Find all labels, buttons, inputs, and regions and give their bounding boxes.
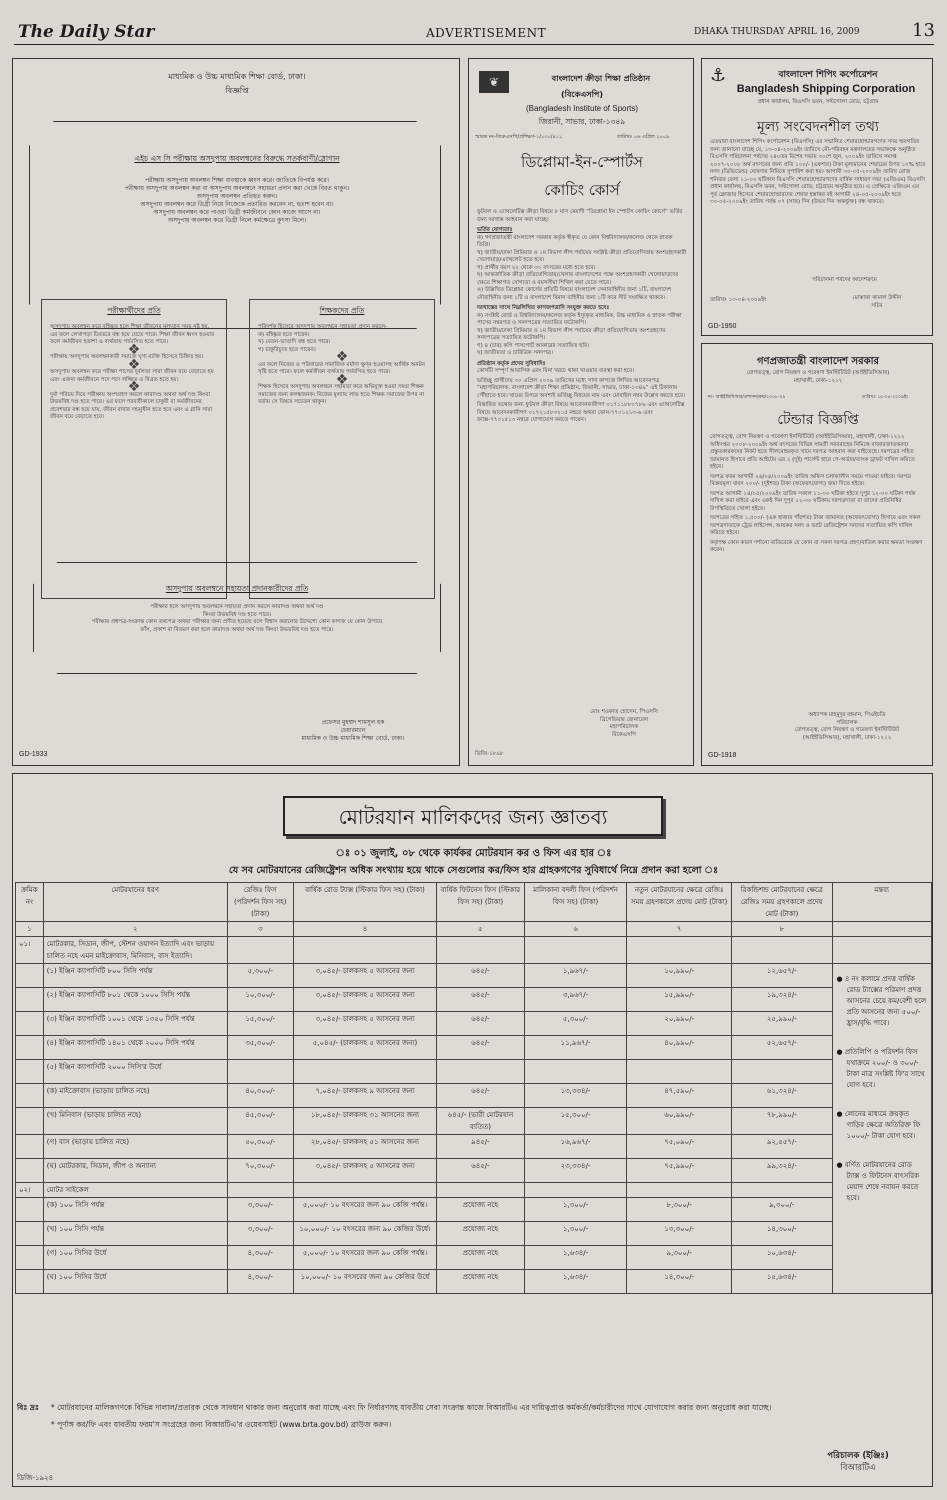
- table-cell: ৯২,৫৫৭/-: [732, 1135, 832, 1159]
- table-cell: [732, 937, 832, 964]
- note-item: * মোটরযানের মালিকগণকে বিভিন্ন দালাল/প্রতারক থেকে সাবধান থাকার জন্য অনুরোধ করা যাচ্ছে এবং ফি নির্ধারণসহ যাবতীয় সেবা সংক্রান্ত কাজে বিআরটিএ এর দায়িত্বপ্রাপ্ত কর্মকর্তা/কর্মচারীদের সাথে যোগাযোগ করার জন্য অনুরোধ করা যাচ্ছে।: [51, 1403, 772, 1412]
- table-row: [16, 1060, 932, 1084]
- table-cell: [16, 1012, 44, 1036]
- table-cell: ৫,০৪৫/- (চালকসহ ৫ আসনের জন্য): [293, 1036, 436, 1060]
- table-cell: ৬৪৫/-: [437, 988, 525, 1012]
- board-name: মাধ্যমিক ও উচ্চ মাধ্যমিক শিক্ষা বোর্ড, ঢাকা।: [168, 72, 306, 81]
- bsc-body: এতদ্বারা বাংলাদেশ শিপিং কর্পোরেশন (বিএসসি) এর সম্মানিত শেয়ারহোল্ডারগণের সদয় অবগতির জন্য জানানো যাচ্ছে যে, ১৩-০৪-২০০৯ইং তারিখে নৌ-পরিবহন মন্ত্রণালয়ের সভাকক্ষে অনুষ্ঠিত বিএসসি পরিচালনা পর্ষদের ২৪০তম বিশেষ সভায় ৩০শে জুন, ২০০৯ইং তারিখে সমাপ্ত ২০০৭-২০০৮ অর্থ বৎসরের জন্য প্রতি ১০০/- (একশত) টাকা মূল্যমানের শেয়ারের উপর ১০% হারে নগদ (ডিভিডেন্ড) ঘোষণার নিমিত্তে সুপারিশ করা হয়। আগামী ৩০-০৫-২০০৯ইং তারিখ রোজ শনিবার বেলা ১১-০০ ঘটিকায় বিএসসি শেয়ারহোল্ডারগণের বার্ষিক সাধারণ সভা (এজিএম) বিএসসি প্রধান কার্যালয়, বিএসসি ভবন, সল্টগোলা রোড, চট্টগ্রামে অনুষ্ঠিত হবে। এ প্রেক্ষিতে এজিএম এর পূর্ব ক্লোজার হিসেবে শেয়ারহোল্ডারদের শেয়ার হস্তান্তর বই আগামী ২৪-০৫-২০০৯ইং হতে ৩০-০৫-২০০৯ইং তারিখ পর্যন্ত ০৭ (সাত) দিন (উভয় দিন অন্তর্ভুক্ত) বন্ধ থাকবে।: [710, 139, 926, 205]
- students-paragraph: দুর্বা পরিচয় দিয়ে পরীক্ষায় অংশগ্রহণ করলে কারাদণ্ড অথবা অর্থ দণ্ড কিংবা উভয়বিধ দণ্ড হতে পারে। এর ফলে পরবর্তীকালে চাকুরী বা কর্মজীবনের প্রবেশদ্বার বন্ধ হয়ে যায়, জীবন বাবার দন্ডমুখীন হতে হবে এবং এ গ্লানি সারা জীবন বয়ে বেড়াতে হবে।: [50, 391, 213, 420]
- table-cell: ১,৬৩৪/-: [524, 1270, 627, 1294]
- column-number: ৬: [524, 922, 627, 937]
- benefits-text: কোর্সটি সম্পূর্ণ আবাসিক এবং বিনা খরচে থাকা খাওয়ার ব্যবস্থা করা হবে।: [477, 368, 635, 374]
- table-cell: ৪৭,৫৯০/-: [627, 1084, 732, 1108]
- group-label: মোটরকার, সিডান, জীপ, স্টেশন ওয়াগন ইত্যাদি এবং ভাড়ায় চালিত নহে এমন মাইক্রোবাস, মিনিবাস, বাস ইত্যাদি।: [43, 937, 227, 964]
- signatory-org: মাধ্যমিক ও উচ্চ মাধ্যমিক শিক্ষা বোর্ড, ঢাকা।: [301, 735, 405, 742]
- table-cell: [832, 937, 931, 964]
- bsc-signatory: [822, 295, 932, 310]
- table-cell: ৪০,৯৯০/-: [627, 1036, 732, 1060]
- ad-code: ডিজি-১৮৯৮: [475, 751, 504, 757]
- signatory-name: প্রফেসর মুহম্মদ শামসুল হক: [321, 719, 385, 726]
- notice-label: বিজ্ঞপ্তি: [225, 86, 249, 95]
- helpers-line: পরীক্ষার হলে অসদুপায় অবলম্বনে সহায়তা প্রদান করলে কারাদণ্ড অথবা অর্থ দণ্ড: [150, 604, 324, 610]
- table-cell: (গ) ১০০ সিসির উর্ধে: [43, 1246, 227, 1270]
- teachers-paragraph: এর ফলে নিজের ও পরিবারের সামাজিক মর্যাদা ক্ষুণ্ন হওয়াসহ আর্থিক অনটন সৃষ্টি হতে পারে। ফলে কর্মজীবন ব্যর্থতায় পর্যবসিত হতে পারে।: [258, 361, 425, 375]
- table-cell: ১০,০০০/- ১০ বৎসরের জন্য ৯০ কেজির উর্ধে: [293, 1270, 436, 1294]
- tender-paragraph: রোগতত্ত্ব, রোগ নিয়ন্ত্রণ ও গবেষণা ইনস্টিটিউট (আইইডিসিআর), মহাখালী, ঢাকা-১২১২ অধিদপ্তর ২০০৮-২০০৯ইং অর্থ বৎসরের বিভিন্ন সামগ্রী সরবরাহের নিমিত্তে বাজারজাতকরণ/প্রস্তুতকারকদের নিকট হতে সীলমোহরকৃত খামে দরপত্র আহবান করা যাইতেছে। দরপত্রের সহিত জামানত হিসাবে প্রতি আইটেম এর ২ (দুই) পার্সেন্ট হারে পে-অর্ডার/ব্যাংক ড্রাফট দাখিল করিতে হইবে।: [710, 434, 915, 470]
- table-cell: [293, 1060, 436, 1084]
- iedcr-name: রোগতত্ত্ব, রোগ নিয়ন্ত্রণ ও গবেষণা ইনস্টিটিউট (আইইডিসিআর): [746, 370, 890, 376]
- bksp-logo-icon: ❦: [479, 71, 509, 93]
- table-cell: [437, 937, 525, 964]
- students-box: [41, 299, 227, 599]
- table-cell: [16, 1246, 44, 1270]
- bsc-by-order: পরিচালনা পর্ষদের আদেশক্রমে: [812, 277, 877, 283]
- signatory-org: বিকেএসপি: [612, 731, 636, 738]
- table-cell: ৫,৩০০/-: [227, 964, 293, 988]
- table-row: [16, 1135, 932, 1159]
- table-row: [16, 1084, 932, 1108]
- table-row: [16, 1246, 932, 1270]
- table-cell: [16, 1135, 44, 1159]
- section-label: ADVERTISEMENT: [426, 26, 547, 40]
- table-cell: (গ) বাস (ভাড়ায় চালিত নহে): [43, 1135, 227, 1159]
- benefits-title: প্রতিষ্ঠান কর্তৃক প্রদেয় সুবিধাদিঃ: [477, 360, 546, 367]
- table-cell: ১০,৯৯০/-: [627, 964, 732, 988]
- teachers-paragraph: ক) বহিষ্কৃত হতে পারেন।: [258, 331, 310, 338]
- table-cell: (ঘ) মোটরকার, সিডান, জীপ ও অন্যান্য: [43, 1159, 227, 1183]
- table-cell: ২৩,৩৩৪/-: [524, 1159, 627, 1183]
- table-cell: [16, 964, 44, 988]
- signatory-title: সচিব: [871, 302, 883, 309]
- gov-name: গণপ্রজাতন্ত্রী বাংলাদেশ সরকার: [757, 356, 879, 367]
- table-row: [16, 1012, 932, 1036]
- table-cell: ৩৫,৩০০/-: [227, 1036, 293, 1060]
- signatory-name: মোঃ শওকাত হোসেন, পিএসসি: [590, 709, 658, 715]
- column-header: বার্ষিক ফিটনেস ফিস (স্টিকার ফিস সহ) (টাকা): [437, 883, 525, 922]
- table-row: [16, 988, 932, 1012]
- teachers-paragraph: গ) চাকুরিচ্যুত হতে পারেন।: [258, 346, 316, 353]
- tender-paragraph: কর্তৃপক্ষ কোন কারণ দর্শানো ব্যতিরেকে যে কোন বা সকল দরপত্র গ্রহণ/বাতিল করার ক্ষমতা সংরক্ষণ করেন।: [710, 539, 923, 553]
- bksp-name-bn: বাংলাদেশ ক্রীড়া শিক্ষা প্রতিষ্ঠান: [551, 74, 651, 83]
- table-cell: ৬০,৯৯০/-: [627, 1108, 732, 1135]
- table-cell: [16, 1036, 44, 1060]
- table-cell: [732, 1060, 832, 1084]
- brta-subtitle-2: যে সব মোটরযানের রেজিষ্ট্রেশন অধিক সংখ্যায় হয়ে থাকে সেগুলোর কর/ফিস হার গ্রাহকগণের সুবিধার্থে নিম্নে প্রদান করা হলো ঃ: [228, 865, 719, 876]
- column-header: মালিকানা বদলী ফিস (পরিদর্শন ফিস সহ) (টাকা): [524, 883, 627, 922]
- table-cell: ৬১,৩২৪/-: [732, 1084, 832, 1108]
- table-cell: ৯৯,৩২৪/-: [732, 1159, 832, 1183]
- table-cell: [627, 1183, 732, 1198]
- table-cell: [16, 1060, 44, 1084]
- column-number: ৮: [732, 922, 832, 937]
- table-row: [16, 1159, 932, 1183]
- table-cell: (খ) ১০০ সিসি পর্যন্ত: [43, 1222, 227, 1246]
- column-header: নতুন মোটরযানের ক্ষেত্রে রেজিঃ সময় গ্রহণকালে প্রদেয় মোট (টাকা): [627, 883, 732, 922]
- table-row: [16, 1108, 932, 1135]
- table-row: [16, 1198, 932, 1222]
- ornament-icon: ❖: [127, 379, 141, 395]
- table-cell: ১৩,৩০০/-: [627, 1222, 732, 1246]
- students-paragraph: অসদুপায় অবলম্বন করে পরীক্ষা পাসের দুর্বলতা সারা জীবন বয়ে বেড়াতে হয় এবং এজন্য কর্মজীবনে পদে পদে লজ্জিত ও বিব্রত হতে হয়।: [50, 369, 214, 383]
- column-number: ৪: [293, 922, 436, 937]
- column-number: ১: [16, 922, 44, 937]
- memo-date: তারিখঃ ০৬ এপ্রিল ২০০৯: [617, 134, 670, 140]
- brta-title-box: [283, 796, 663, 836]
- teachers-title: শিক্ষকদের প্রতি: [319, 306, 365, 315]
- intro-text: ফুটবল ও এ্যাথলেটিক্স ক্রীড়া বিষয়ে ৮ মাস মেয়াদী “ডিপ্লোমা ইন স্পোর্টস কোচিং কোর্সে” ভর্তির জন্য দরখাস্ত আহবান করা যাচ্ছে।: [477, 209, 683, 223]
- students-paragraph: পরীক্ষায় অসদুপায় অবলম্বনকারী সমাজে ঘৃণ্য ব্যক্তি হিসেবে চিহ্নিত হয়।: [50, 354, 204, 360]
- table-cell: (৫) ইঞ্জিন ক্যাপাসিটি ২০০০ সিসি'র উর্ধে: [43, 1060, 227, 1084]
- ad-code: GD-1950: [708, 323, 737, 330]
- table-cell: ২০,৯৯০/-: [627, 1012, 732, 1036]
- document-item: খ) জাতীয়/ঢাকা প্রিমিয়ার ও ১ম বিভাগ লীগ পর্যায়ের ক্রীড়া প্রতিযোগিতায় অংশগ্রহণের সনদপত্রের সত্যায়িত ফটোকপি।: [477, 327, 666, 341]
- table-cell: ৭৫,০৯০/-: [627, 1135, 732, 1159]
- signatory-title: মহাপরিচালক: [609, 724, 639, 730]
- rates-table-wrap: [15, 882, 932, 1294]
- paper-name: The Daily Star: [18, 22, 155, 42]
- memo-date: তারিখঃ ১৫-০৪-২০০৯ইং: [862, 395, 909, 400]
- education-board-ad: [12, 58, 460, 766]
- table-cell: [16, 988, 44, 1012]
- tender-body: [710, 434, 926, 555]
- tender-paragraph: দরপত্র ফরম আগামী ২৬/০৪/২০০৯ইং তারিখ অফিস চলাকালীন সময়ে পাওয়া যাইবে। দরপত্র বিক্রয়মূল্য বাবদ ২০০/- (দুইশত) টাকা (অফেরৎযোগ্য) জমা দিতে হইবে।: [710, 473, 911, 487]
- table-row: [16, 1036, 932, 1060]
- table-cell: ৩,০৪৫/- চালকসহ ৫ আসনের জন্য: [293, 964, 436, 988]
- group-number: ০২।: [16, 1183, 44, 1198]
- bsc-logo-icon: ⚓: [710, 65, 727, 86]
- board-signatory: [253, 719, 453, 743]
- table-cell: ৮,৩০০/-: [627, 1198, 732, 1222]
- teachers-paragraph: শিক্ষক হিসেবে অসদুপায় অবলম্বনে সহায়তা করে অভিযুক্ত হওয়া সমগ্র শিক্ষক সমাজের জন্য কলঙ্কজনক। নিজের মূল্যায় লাভ হতে শিক্ষক সমাজের উপর না বর্তায় সে বিষয়ে সচেতন থাকুন।: [258, 384, 425, 405]
- brta-ad: [12, 773, 933, 1487]
- table-cell: (৩) ইঞ্জিন ক্যাপাসিটি ১০০১ থেকে ১৩৫০ সিসি পর্যন্ত: [43, 1012, 227, 1036]
- table-cell: ৩,০৪৫/- চালকসহ ৫ আসনের জন্য: [293, 988, 436, 1012]
- remark-item: ● বর্ণিত মোটরযানের রোড ট্যাক্স ও ফিটনেস বাৎসরিক মেয়াদ শেষে নবায়ন করতে হবে।: [836, 1161, 919, 1202]
- ornament-icon: ❖: [127, 341, 141, 358]
- table-cell: ১৯,৩২৪/-: [732, 988, 832, 1012]
- table-cell: (৪) ইঞ্জিন ক্যাপাসিটি ১৪০১ থেকে ২০০০ সিসি পর্যন্ত: [43, 1036, 227, 1060]
- helpers-line: কিংবা উভয়বিধ দণ্ড হতে পারে।: [202, 611, 272, 618]
- document-item: ঘ) জাতীয়তা ও চারিত্রিক সনদপত্র।: [477, 350, 553, 356]
- table-cell: ১৫,৯৯০/-: [627, 988, 732, 1012]
- table-cell: ৬৪৫/-: [437, 1159, 525, 1183]
- table-cell: (১) ইঞ্জিন ক্যাপাসিটি ৮০০ সিসি পর্যন্ত: [43, 964, 227, 988]
- table-cell: প্রযোজ্য নহে: [437, 1222, 525, 1246]
- table-cell: ৭,০৪৫/- চালকসহ ৯ আসনের জন্য: [293, 1084, 436, 1108]
- slogan-line: পরীক্ষায় অসদুপায় অবলম্বন শিক্ষা ব্যবস্থাকে ধ্বংস করে। জাতিকে বিপর্যস্ত করে।: [145, 177, 329, 184]
- table-cell: [524, 1060, 627, 1084]
- eligibility-item: ক) গণপ্রজাতন্ত্রী বাংলাদেশ সরকার কর্তৃক স্বীকৃত যে কোন বিশ্ববিদ্যালয়/কলেজ থেকে স্নাতক ডিগ্রি।: [477, 234, 673, 248]
- table-header-row: [16, 883, 932, 922]
- bksp-signatory: [559, 709, 689, 739]
- table-cell: ৪,৩০০/-: [227, 1270, 293, 1294]
- table-cell: ৫,০০০/- ১০ বৎসরের জন্য ৯০ কেজি পর্যন্ত।: [293, 1246, 436, 1270]
- table-cell: [16, 1270, 44, 1294]
- table-cell: ৯,৩০০/-: [627, 1246, 732, 1270]
- eligibility-item: গ) প্রার্থীর বয়স ২২ থেকে ৩০ বৎসরের মধ্যে হতে হবে।: [477, 264, 596, 271]
- shipping-corp-ad: [701, 58, 933, 336]
- remark-item: ● লোনের মাধ্যমে ক্রয়কৃত গাড়ির ক্ষেত্রে অতিরিক্ত ফি ১০০০/- টাকা যোগ হবে।: [836, 1110, 921, 1140]
- rates-table: [15, 882, 932, 1294]
- signatory-title: পরিচালক (ইঞ্জিঃ): [827, 1451, 889, 1461]
- table-cell: ৩,০৪৫/- চালকসহ ৫ আসনের জন্য: [293, 1159, 436, 1183]
- table-cell: [16, 1198, 44, 1222]
- slogan-line: অসদুপায় অবলম্বন করে পাওয়া ডিগ্রী কর্মজীবনে কোন কাজে আসে না।: [153, 209, 321, 216]
- helpers-text: [53, 604, 421, 634]
- table-cell: [627, 1060, 732, 1084]
- helpers-title: অসদুপায় অবলম্বনে সহায়তা প্রদানকারীদের প্রতি: [165, 584, 309, 593]
- table-row: [16, 1222, 932, 1246]
- eligibility-item: খ) জাতীয়/ঢাকা প্রিমিয়ার ও ১ম বিভাগ লীগ পর্যায়ের সংশ্লিষ্ট ক্রীড়া প্রতিযোগিতায় অংশগ্রহণকারী খেলোয়াড়/এ্যাথলেট হতে হবে।: [477, 249, 687, 263]
- table-cell: ৭৮,৯৯০/-: [732, 1108, 832, 1135]
- table-cell: [16, 1108, 44, 1135]
- signatory-address: (আইইডিসিআর), মহাখালী, ঢাকা-১২১২: [802, 734, 892, 741]
- table-cell: ১৩,৩৩৪/-: [524, 1084, 627, 1108]
- bsc-title: মূল্য সংবেদনশীল তথ্য: [757, 119, 879, 135]
- course-title-2: কোচিং কোর্স: [544, 181, 620, 199]
- remarks-cell: [832, 964, 931, 1294]
- column-number: ৫: [437, 922, 525, 937]
- group-label: মোটর সাইকেল: [43, 1183, 227, 1198]
- tender-paragraph: দরপত্রের সহিত ১,৫০০/- (এক হাজার পাঁচশত) টাকা জামানত (অফেরৎযোগ্য) হিসাবে এবং সকল দরপত্রদাতাকে ট্রেড লাইসেন্স, আয়কর সনদ ও ভ্যাট রেজিষ্ট্রেশন সনদের সত্যায়িত কপি দাখিল করিতে হইবে।: [710, 515, 921, 536]
- table-cell: ১৬,৯৬৭/-: [524, 1135, 627, 1159]
- table-cell: ১,৯৬৭/-: [524, 964, 627, 988]
- contact-text: বিস্তারিত তথ্যের জন্য ফুটবল ক্রীড়া বিষয়ে আবেদনকারীগণ ০১৭১১৮৮০৭৮৬ এবং এ্যাথলেটিক্স বিষয়ে আবেদনকারীগণ ০১৭২১৫৮৩২১৫ নম্বরে অথবা ফোন-৭৭০১২১৩-৬ এবং ফ্যাক্স-৭৭০১৫১৩ নম্বরে যোগাযোগ করতে পারেন।: [477, 402, 685, 423]
- iedcr-signatory: [762, 712, 932, 742]
- table-cell: ১৫,৩০০/-: [524, 1108, 627, 1135]
- group-number: ০১।: [16, 937, 44, 964]
- table-cell: [227, 1183, 293, 1198]
- iedcr-address: মহাখালী, ঢাকা-১২১২: [793, 378, 843, 384]
- column-header: মন্তব্য: [832, 883, 931, 922]
- table-cell: ৩,৩০০/-: [227, 1222, 293, 1246]
- table-cell: প্রযোজ্য নহে: [437, 1198, 525, 1222]
- bksp-body: [477, 209, 687, 425]
- table-cell: ৫০,৩০০/-: [227, 1135, 293, 1159]
- table-cell: ৭৫,৯৯০/-: [627, 1159, 732, 1183]
- table-cell: ১,৩০০/-: [524, 1198, 627, 1222]
- table-cell: [293, 937, 436, 964]
- slogan-list: [53, 177, 421, 225]
- slogan-frame: [29, 121, 441, 329]
- slogan-line: অসদুপায় অবলম্বন করে ডিগ্রী নিয়ে নিজেকে প্রতারিত করবেন না, হতাশ হবেন না।: [140, 201, 334, 208]
- signatory-rank: ব্রিগেডিয়ার জেনারেল: [600, 716, 648, 723]
- signatory-org: বিআরটিএ: [840, 1463, 876, 1473]
- tender-title: টেন্ডার বিজ্ঞপ্তি: [777, 412, 859, 428]
- ad-code: ডিজি-১৯২৪: [17, 1474, 54, 1482]
- table-cell: [16, 1222, 44, 1246]
- table-cell: ৯৪৫/-: [437, 1135, 525, 1159]
- ornament-icon: ❖: [127, 356, 141, 373]
- page-number: 13: [912, 20, 935, 41]
- table-cell: [16, 1084, 44, 1108]
- table-cell: [16, 1159, 44, 1183]
- table-cell: ৪,৩০০/-: [227, 1246, 293, 1270]
- table-cell: ১৫,৩০০/-: [227, 1012, 293, 1036]
- table-cell: ১০,৬৩৪/-: [732, 1246, 832, 1270]
- table-cell: [293, 1183, 436, 1198]
- slogan-line: অসদুপায় অবলম্বন প্রতিহত করুন।: [196, 193, 278, 200]
- students-paragraph: অসদুপায় অবলম্বন করে বহিষ্কৃত হলে শিক্ষা জীবনের মূল্যবান সময় নষ্ট হয়, এর ফলে লেখাপড়া চিরতরে বন্ধ হয়ে যেতে পারে। শিক্ষা জীবন ধ্বংস হওয়ার ফলে কর্মজীবন হতাশা ও ব্যর্থতায় পর্যবসিত হতে পারে।: [50, 324, 215, 345]
- table-cell: [227, 1060, 293, 1084]
- column-number: ৩: [227, 922, 293, 937]
- memo-number: নং- আইইডিসিআর/প্রশাসন/ক্রয়/২০০৮-০৯: [708, 395, 786, 400]
- dateline: DHAKA THURSDAY APRIL 16, 2009: [694, 27, 860, 37]
- ad-code: GD-1918: [708, 752, 737, 759]
- remark-item: ● ৪ নং কলামে প্রদত্ত বার্ষিক রোড ট্যাক্সের পরিমাণ প্রদত্ত আসনের চেয়ে কম/বেশী হলে প্রতি আসনের জন্য ৫০০/- হ্রাস/বৃদ্ধি পাবে।: [836, 975, 927, 1027]
- signatory-title: চেয়ারম্যান: [340, 727, 366, 734]
- eligibility-title: ভর্তির যোগ্যতাঃ: [477, 227, 513, 233]
- table-cell: ৬৪৫/-: [437, 964, 525, 988]
- column-number: ৭: [627, 922, 732, 937]
- remark-item: ● প্রতিলিপি ও পরিদর্শন ফিস যথাক্রমে ২০০/- ও ৩০০/- টাকা মাত্র সংশ্লিষ্ট ফি'র সাথে যোগ হবে।: [836, 1048, 925, 1089]
- table-cell: ৩,৯৬৭/-: [524, 988, 627, 1012]
- table-cell: ৬৪৫/-: [437, 1084, 525, 1108]
- document-item: ক) সংশ্লিষ্ট বোর্ড ও বিশ্ববিদ্যালয়/কলেজ কর্তৃক ইস্যুকৃত মাধ্যমিক, উচ্চ মাধ্যমিক ও স্নাতক পরীক্ষা পাসের নম্বরপত্র ও সনদপত্রের সত্যায়িত ফটোকপি।: [477, 312, 682, 326]
- table-cell: (ঘ) ১০০ সিসির উর্ধে: [43, 1270, 227, 1294]
- memo-number: স্মারক নং-বিকেএসপি/প্রশিক্ষণ-১/১৩০/৪১১: [475, 134, 563, 140]
- notes-label: বিঃ দ্রঃ: [17, 1403, 39, 1412]
- table-cell: ১০,৩০০/-: [227, 988, 293, 1012]
- bsc-name-en: Bangladesh Shipping Corporation: [736, 83, 916, 95]
- eligibility-item: ঙ) উল্লিখিত ডিপ্লোমা কোর্সের প্রতিটি বিষয়ে বাংলাদেশ সেনাবাহিনীর জন্য ১টি, বাংলাদেশ নৌবাহিনীর জন্য ১টি ও বাংলাদেশ বিমান বাহিনীর জন্য ১টি করে সীট সংরক্ষিত থাকবে।: [477, 287, 672, 301]
- table-cell: [732, 1183, 832, 1198]
- table-cell: [524, 937, 627, 964]
- ornament-icon: ❖: [335, 371, 349, 388]
- table-cell: ৫২,৬৫৭/-: [732, 1036, 832, 1060]
- signatory-name: অধ্যাপক মাহমুদুর রহমান, পিএইচডি: [808, 712, 886, 718]
- table-cell: (ক) মাইক্রোবাস (ভাড়ায় চালিত নহে): [43, 1084, 227, 1108]
- table-cell: ৪৫,৩০০/-: [227, 1108, 293, 1135]
- table-cell: ৩,০৪৫/- চালকসহ ৫ আসনের জন্য: [293, 1012, 436, 1036]
- column-header: রেজিঃ ফিস (পরিদর্শন ফিস সহ) (টাকা): [227, 883, 293, 922]
- bsc-date: তারিখঃ ১৩-০৪-২০০৯ইং: [710, 297, 767, 303]
- table-cell: ৭০,৩০০/-: [227, 1159, 293, 1183]
- group-row: [16, 1183, 932, 1198]
- table-cell: ১৫,৬৩৪/-: [732, 1270, 832, 1294]
- signatory-org: রোগতত্ত্ব, রোগ নিয়ন্ত্রণ ও গবেষণা ইনস্টিটিউট: [794, 727, 900, 733]
- students-title: পরীক্ষার্থীদের প্রতি: [107, 306, 161, 315]
- table-cell: ১০,০০০/- ১০ বৎসরের জন্য ৯০ কেজির উর্ধে।: [293, 1222, 436, 1246]
- iedcr-tender-ad: [701, 343, 933, 766]
- slogan-title: এইচ এস সি পরীক্ষায় অসদুপায় অবলম্বনের বিরুদ্ধে সতর্কবাণী/স্লোগান: [134, 154, 340, 163]
- teachers-box: [249, 299, 435, 599]
- brta-signatory: [793, 1450, 923, 1474]
- table-cell: [627, 937, 732, 964]
- table-cell: (২) ইঞ্জিন ক্যাপাসিটি ৮০১ থেকে ১০০০ সিসি পর্যন্ত: [43, 988, 227, 1012]
- ad-code: GD-1933: [19, 751, 48, 758]
- table-cell: ১২,৬৫৭/-: [732, 964, 832, 988]
- table-cell: [227, 937, 293, 964]
- apply-text: ভর্তিচ্ছু প্রার্থীদের ৩০ এপ্রিল ২০০৯ তারিখের মধ্যে সাদা কাগজে লিখিত আবেদনপত্র “মহাপরিচালক, বাংলাদেশ ক্রীড়া শিক্ষা প্রতিষ্ঠান, জিরানী, সাভার, ঢাকা-১৩৪৯” এই ঠিকানায় পৌঁছাতে হবে। খামের উপরে অবশ্যই ভর্তিচ্ছু বিষয়ের নাম এবং মোবাইল নম্বর উল্লেখ করতে হবে।: [477, 377, 686, 399]
- teachers-paragraph: পরিদর্শক হিসেবে অসদুপায় অবলম্বনে সহায়তা প্রদান করলে-: [258, 324, 388, 330]
- table-cell: ৫,৩০০/-: [524, 1012, 627, 1036]
- table-cell: ১,৬৩৪/-: [524, 1246, 627, 1270]
- table-cell: ৬৪৫/-: [437, 1012, 525, 1036]
- table-cell: ২৮,০৪৫/- চালকসহ ৫১ আসনের জন্য: [293, 1135, 436, 1159]
- column-header: বার্ষিক রোড ট্যাক্স (স্টিকার ফিস সহ) (টাকা): [293, 883, 436, 922]
- table-row: [16, 1270, 932, 1294]
- bksp-address: জিরানী, সাভার, ঢাকা-১৩৪৯: [538, 117, 626, 126]
- masthead: [14, 18, 934, 46]
- column-number-row: [16, 922, 932, 937]
- brta-subtitle-1: ঃ ০১ জুলাই, ০৮ থেকে কার্যকর মোটরযান কর ও ফিস এর হার ঃ: [335, 848, 612, 859]
- column-header: মোটরযানের ধরণ: [43, 883, 227, 922]
- brta-title: মোটরযান মালিকদের জন্য জ্ঞাতব্য: [338, 805, 608, 829]
- table-cell: [437, 1183, 525, 1198]
- table-cell: ৯,৩০০/-: [732, 1198, 832, 1222]
- course-title-1: ডিপ্লোমা-ইন-স্পোর্টস: [521, 153, 643, 171]
- column-header: রিকন্ডিশন্ড মোটরযানের ক্ষেত্রে রেজিঃ সময় গ্রহণকালে প্রদেয় মোট (টাকা): [732, 883, 832, 922]
- table-cell: ৪০,৩০০/-: [227, 1084, 293, 1108]
- table-cell: ১,৩০০/-: [524, 1222, 627, 1246]
- table-cell: [524, 1183, 627, 1198]
- teachers-paragraph: খ) বেতন-ভাতাদি বন্ধ হতে পারে।: [258, 339, 331, 345]
- ornament-icon: ❖: [335, 349, 349, 365]
- bksp-abbr: (বিকেএসপি): [561, 90, 603, 99]
- table-cell: (ক) ১০০ সিসি পর্যন্ত: [43, 1198, 227, 1222]
- helpers-line: পরীক্ষার প্রশ্নপত্র-সংক্রান্ত কোন তথ্যপত্র অথবা পরীক্ষার জন্য প্রণীত হয়েছে বলে বিশ্বাস করানোর উদ্দেশ্যে কোন কাগজ যে কোন উপায়ে: [91, 619, 383, 625]
- table-cell: ৩,৩০০/-: [227, 1198, 293, 1222]
- group-row: [16, 937, 932, 964]
- document-item: গ) ৪ (চার) কপি পাসপোর্ট আকারের সত্যায়িত ছবি।: [477, 342, 590, 349]
- signatory-title: পরিচালক: [836, 719, 858, 726]
- column-number: ২: [43, 922, 227, 937]
- helpers-line: ফাঁস, প্রকাশ বা বিতরণ করা হলে কারাদণ্ড অথবা অর্থ দণ্ড কিংবা উভয়বিধ দণ্ড হতে পারে।: [140, 626, 334, 633]
- table-row: [16, 964, 932, 988]
- eligibility-item: ঘ) আন্তর্জাতিক ক্রীড়া প্রতিযোগিতায়/খেলায় বাংলাদেশের পক্ষে অংশগ্রহণকারী খেলোয়াড়দের ক্ষেত্রে শিক্ষাগত যোগ্যতা ও বয়সসীমা শিথিল করা যেতে পারে।: [477, 272, 679, 286]
- table-cell: ২৫,৯৯০/-: [732, 1012, 832, 1036]
- note-item: * পূর্ণাঙ্গ কর/ফি এবং যাবতীয় ফরম'স সংগ্রহের জন্য বিআরটিএ'র ওয়েবসাইট (www.brta.gov.bd) ব্রাউজ করুন।: [51, 1420, 392, 1429]
- table-cell: ১৪,৩০০/-: [627, 1270, 732, 1294]
- column-number: [832, 922, 931, 937]
- table-cell: ৬৪৫/-: [437, 1036, 525, 1060]
- bsc-address: প্রধান কার্যালয়, বিএসসি ভবন, সল্টগোলা রোড, চট্টগ্রাম: [757, 99, 879, 105]
- table-cell: (খ) মিনিবাস (ভাড়ায় চালিত নহে): [43, 1108, 227, 1135]
- bksp-ad: [468, 58, 694, 766]
- table-cell: ৫,০০০/- ১০ বৎসরের জন্য ৯০ কেজি পর্যন্ত।: [293, 1198, 436, 1222]
- table-cell: প্রযোজ্য নহে: [437, 1246, 525, 1270]
- table-cell: প্রযোজ্য নহে: [437, 1270, 525, 1294]
- slogan-line: পরীক্ষায় অসদুপায় অবলম্বন করা বা অসদুপায় অবলম্বনে সহায়তা প্রদান করা থেকে বিরত থাকুন।: [124, 185, 350, 192]
- tender-paragraph: দরপত্র আগামী ১৪/০৫/২০০৯ইং তারিখ সকাল ১১-০০ ঘটিকা হইতে দুপুর ১২-০০ ঘটিকা পর্যন্ত দাখিল করা যাইবে এবং একই দিন দুপুর ১২-৩০ ঘটিকায় দরপত্রদাতা বা তাদের প্রতিনিধির উপস্থিতিতে খোলা হইবে।: [710, 490, 916, 512]
- table-cell: ১৪,৩০০/-: [732, 1222, 832, 1246]
- table-cell: ১১,৯৬৭/-: [524, 1036, 627, 1060]
- bsc-name-bn: বাংলাদেশ শিপিং কর্পোরেশন: [778, 70, 878, 80]
- table-cell: ৬৪৫/- (ভারী মোটরযান ব্যতিত): [437, 1108, 525, 1135]
- table-cell: [437, 1060, 525, 1084]
- bksp-name-en: (Bangladesh Institute of Sports): [525, 104, 639, 113]
- table-cell: ১৮,০৪৫/- চালকসহ ৩১ আসনের জন্য: [293, 1108, 436, 1135]
- signatory-name: মোস্তাফা কামাল উদ্দীন: [852, 295, 902, 301]
- column-header: ক্রমিক নং: [16, 883, 44, 922]
- documents-title: দরখাস্তের সাথে নিম্নলিখিত কাগজপত্রাদি সংযুক্ত করতে হবেঃ: [477, 305, 610, 311]
- slogan-line: অসদুপায় অবলম্বন করে ডিগ্রী নিলে কর্মক্ষেত্রে কুৎসা মিলে।: [167, 217, 307, 224]
